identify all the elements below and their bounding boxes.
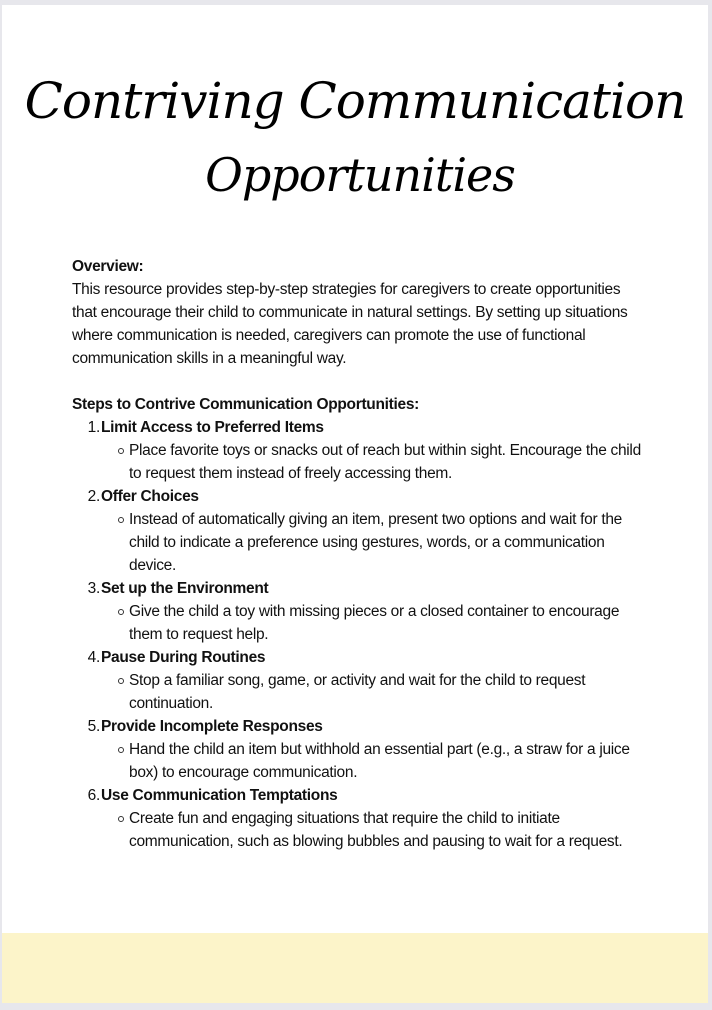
step-detail-text: Stop a familiar song, game, or activity and wait for the child to request continuation. <box>129 672 586 712</box>
title-block <box>2 63 708 211</box>
footer-band <box>2 933 708 1003</box>
step-detail <box>118 600 642 646</box>
overview-section <box>72 255 642 370</box>
bullet-icon <box>118 448 124 454</box>
step-detail-text: Hand the child an item but withhold an essential part (e.g., a straw for a juice box) to encourage communication. <box>129 741 630 781</box>
step-label: Offer Choices <box>101 488 199 505</box>
title-line-1: Contriving Communication <box>24 72 686 130</box>
step-detail <box>118 807 642 853</box>
step-label: Provide Incomplete Responses <box>101 718 323 735</box>
title-line-2: Opportunities <box>205 148 515 202</box>
step-number: 3. <box>87 580 100 597</box>
step-number: 4. <box>87 649 100 666</box>
step-item <box>72 485 642 577</box>
overview-text: This resource provides step-by-step strategies for caregivers to create opportunities that encourage their child to communicate in natural settings. By setting up situations where communication is needed, caregivers can promote the use of functional communication skills in a meaningful way. <box>72 281 628 367</box>
bullet-icon <box>118 609 124 615</box>
step-label: Pause During Routines <box>101 649 266 666</box>
step-item <box>72 715 642 784</box>
overview-heading: Overview: <box>72 258 144 275</box>
step-item <box>72 784 642 853</box>
step-number: 2. <box>87 488 100 505</box>
steps-list <box>72 416 642 853</box>
step-detail <box>118 669 642 715</box>
bullet-icon <box>118 678 124 684</box>
bullet-icon <box>118 816 124 822</box>
bullet-icon <box>118 517 124 523</box>
document-page <box>2 5 708 1003</box>
step-number: 1. <box>87 419 100 436</box>
step-detail <box>118 439 642 485</box>
step-detail-text: Place favorite toys or snacks out of reach but within sight. Encourage the child to request them instead of freely accessing them. <box>129 442 641 482</box>
step-item <box>72 646 642 715</box>
step-label: Set up the Environment <box>101 580 269 597</box>
spacer <box>72 370 642 393</box>
step-item <box>72 416 642 485</box>
step-detail <box>118 508 642 577</box>
step-number: 5. <box>87 718 100 735</box>
step-detail-text: Give the child a toy with missing pieces or a closed container to encourage them to request help. <box>129 603 620 643</box>
document-content <box>72 255 642 853</box>
step-detail-text: Create fun and engaging situations that require the child to initiate communication, such as blowing bubbles and pausing to wait for a request. <box>129 810 623 850</box>
steps-section <box>72 393 642 853</box>
steps-heading: Steps to Contrive Communication Opportunities: <box>72 396 420 413</box>
bullet-icon <box>118 747 124 753</box>
step-label: Limit Access to Preferred Items <box>101 419 324 436</box>
step-item <box>72 577 642 646</box>
step-detail-text: Instead of automatically giving an item, present two options and wait for the child to indicate a preference using gestures, words, or a communication device. <box>129 511 622 574</box>
step-label: Use Communication Temptations <box>101 787 338 804</box>
step-detail <box>118 738 642 784</box>
step-number: 6. <box>87 787 100 804</box>
